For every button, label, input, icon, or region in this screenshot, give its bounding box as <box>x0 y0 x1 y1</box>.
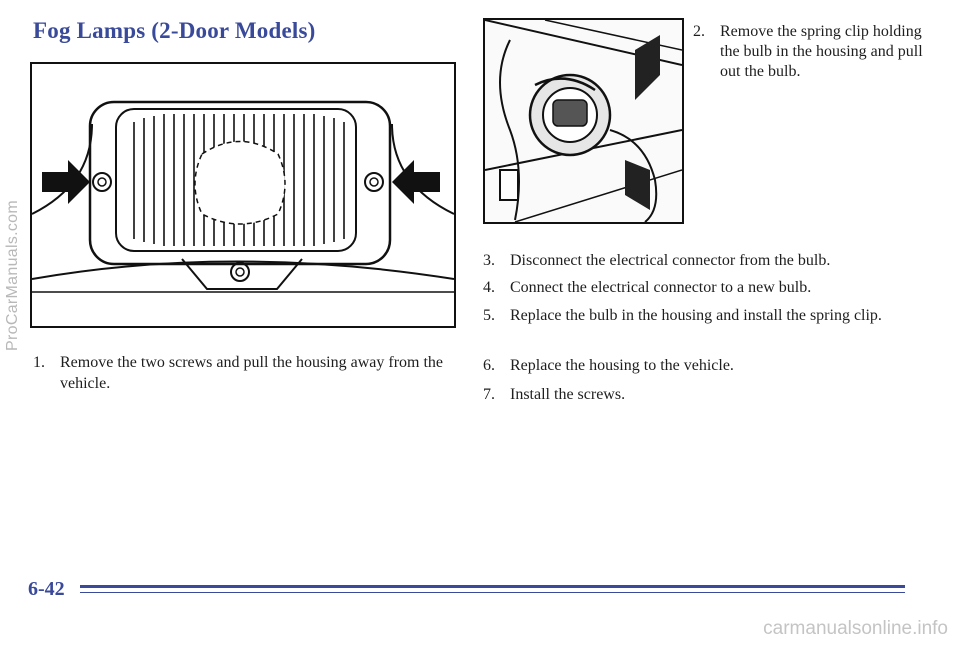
step-text: Install the screws. <box>510 386 626 403</box>
step-number: 5. <box>483 307 495 324</box>
step-text: Replace the bulb in the housing and install the spring clip. <box>510 307 882 324</box>
page-title: Fog Lamps (2-Door Models) <box>33 18 316 43</box>
step-number: 6. <box>483 357 495 374</box>
page-number: 6-42 <box>28 578 65 600</box>
step-6 <box>483 355 910 376</box>
step-text: Remove the spring clip holding the bulb in the housing and pull out the bulb. <box>720 23 923 80</box>
bulb-clip-illustration <box>483 18 684 224</box>
step-text: Connect the electrical connector to a new bulb. <box>510 279 812 296</box>
step-5 <box>483 305 910 326</box>
step-number: 3. <box>483 252 495 269</box>
step-1 <box>33 352 470 394</box>
footer-rule <box>80 585 905 588</box>
step-number: 4. <box>483 279 495 296</box>
footer-watermark: carmanualsonline.info <box>763 618 948 639</box>
side-watermark: ProCarManuals.com <box>4 200 21 351</box>
footer-rule-thin <box>80 592 905 593</box>
step-4 <box>483 277 930 298</box>
step-number: 1. <box>33 354 45 371</box>
step-text: Disconnect the electrical connector from the bulb. <box>510 252 831 269</box>
fog-lamp-illustration <box>30 62 456 328</box>
step-number: 7. <box>483 386 495 403</box>
step-3 <box>483 250 930 271</box>
step-text: Remove the two screws and pull the housing away from the vehicle. <box>60 354 444 392</box>
step-text: Replace the housing to the vehicle. <box>510 357 734 374</box>
step-2 <box>693 22 930 82</box>
step-7 <box>483 384 910 405</box>
step-number: 2. <box>693 23 705 40</box>
